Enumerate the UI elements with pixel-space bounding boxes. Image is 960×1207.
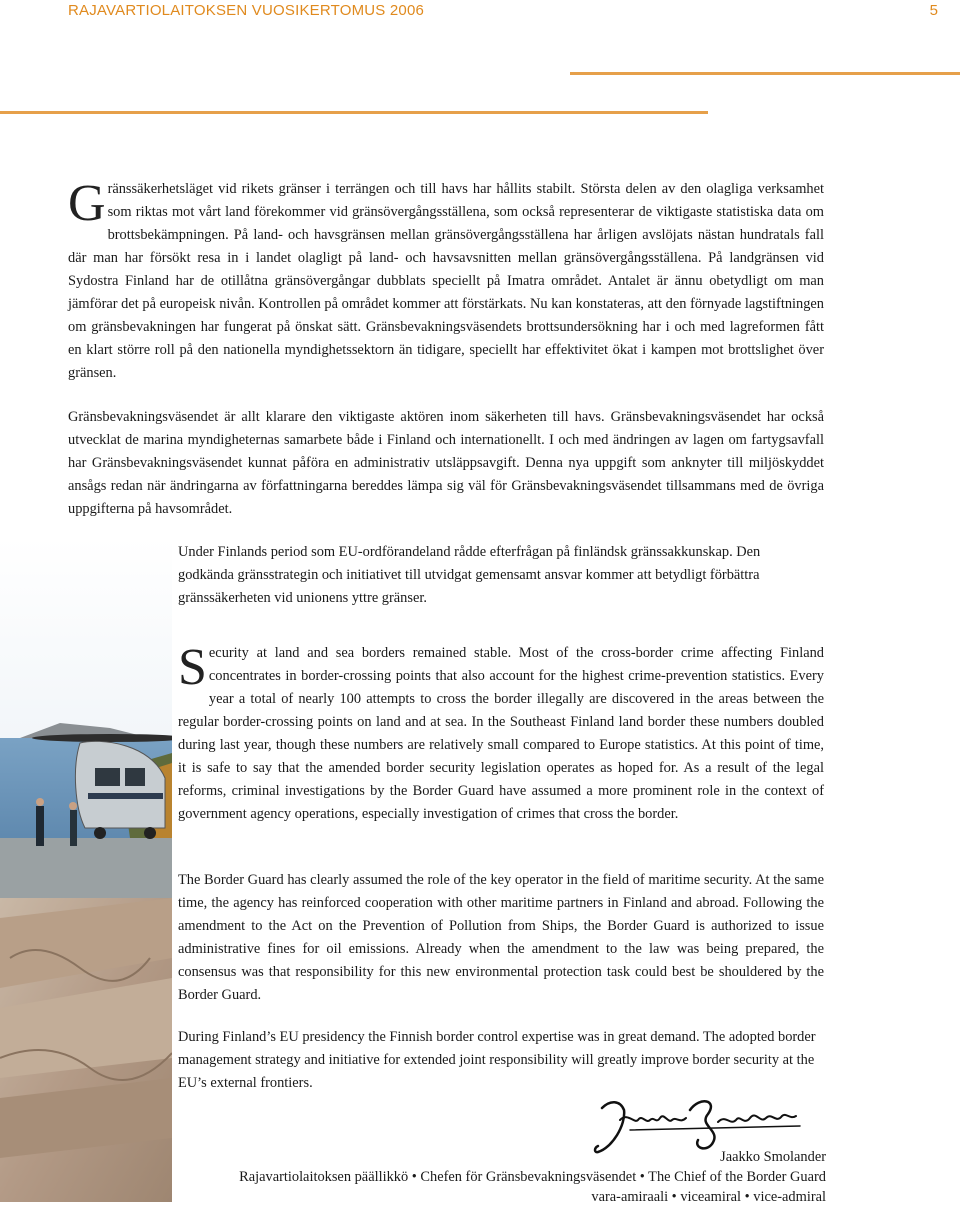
decorative-rule-top <box>570 72 960 75</box>
helicopter-photo <box>0 538 172 1202</box>
signatory-titles: Rajavartiolaitoksen päällikkö • Chefen för Gränsbevakningsväsendet • The Chief of the Border Guard <box>239 1169 826 1185</box>
decorative-rule-bottom <box>0 111 708 114</box>
english-paragraph-3: During Finland’s EU presidency the Finnish border control expertise was in great demand. The adopted border management strategy and initiative for extended joint responsibility will greatly improve border security at the EU’s external frontiers. <box>178 1029 816 1091</box>
swedish-paragraph-1-text: ränssäkerhetsläget vid rikets gränser i terrängen och till havs har hållits stabilt. Största delen av den olagliga verksamhet som riktas mot vårt land förekommer vid gränsövergångsställena, som också representerar de viktigaste statistiska data om brottsbekämpningen. På land- och havsgränsen mellan gränsövergångsställena har årligen avslöjats nästan hundratals fall där man har försökt resa in i landet olagligt på land- och havsavsnitten mellan gränsövergångsställena. På landgränsen vid Sydostra Finland har de otillåtna gränsövergångar dubblats speciellt på Imatra området. Antalet är ännu obetydligt om man jämförar det på europeisk nivån. Kontrollen på området kommer att förstärkats. Nu kan konstateras, att den förnyade lagstiftningen om gränsbevakningen har fungerat på önskat sätt. Gränsbevakningsväsendets brottsundersökning har i och med lagreformen fått en klart större roll på den nationella myndighetssektorn än tidigare, speciellt har effektivitet ökat i kampen mot brottslighet över gränsen. <box>68 181 824 381</box>
signatory-ranks: vara-amiraali • viceamiral • vice-admiral <box>591 1189 826 1205</box>
english-paragraph-1 <box>178 639 824 826</box>
swedish-paragraph-3: Under Finlands period som EU-ordförandeland rådde efterfrågan på finländsk gränssakkunskap. Den godkända gränsstrategin och initiativet till utvidgat gemensamt ansvar kommer att betydligt förbättra gränssäkerheten vid unionens yttre gränser. <box>178 544 761 606</box>
drop-cap: S <box>178 639 207 696</box>
signatory-name: Jaakko Smolander <box>720 1149 826 1165</box>
report-header-title: RAJAVARTIOLAITOKSEN VUOSIKERTOMUS 2006 <box>68 2 425 19</box>
drop-cap: G <box>68 175 106 232</box>
swedish-paragraph-1 <box>68 175 824 385</box>
swedish-paragraph-2: Gränsbevakningsväsendet är allt klarare den viktigaste aktören inom säkerheten till havs. Gränsbevakningsväsendet har också utvecklat de marina myndigheternas samarbete både i Finland och internationellt. I och med ändringen av lagen om fartygsavfall har Gränsbevakningsväsendet kunnat påföra en administrativ utsläppsavgift. Denna nya uppgift som anknyter till miljöskyddet ansågs redan när ändringarna av författningarna bereddes lämpa sig väl för Gränsbevakningsväsendet tillsammans med de övriga uppgifterna på havsområdet. <box>68 409 824 517</box>
english-paragraph-2: The Border Guard has clearly assumed the role of the key operator in the field of maritime security. At the same time, the agency has reinforced cooperation with other maritime partners in Finland and abroad. Following the amendment to the Act on the Prevention of Pollution from Ships, the Border Guard is authorized to issue administrative fines for oil emissions. Already when the amendment to the law was being prepared, the consensus was that responsibility for this new environmental protection task could best be shouldered by the Border Guard. <box>178 872 824 1003</box>
english-paragraph-1-text: ecurity at land and sea borders remained stable. Most of the cross-border crime affecting Finland concentrates in border-crossing points that also account for the highest crime-prevention statistics. Every year a total of nearly 100 attempts to cross the border illegally are discovered in the areas between the regular border-crossing points on land and at sea. In the Southeast Finland land border these numbers doubled during last year, though these numbers are relatively small compared to Europe statistics. At this point of time, it is safe to say that the amended border security legislation operates as hoped for. As a result of the legal reforms, criminal investigations by the Border Guard have assumed a more prominent role in the context of government agency operations, especially investigation of crimes that cross the border. <box>178 645 824 822</box>
page-number: 5 <box>929 2 938 19</box>
